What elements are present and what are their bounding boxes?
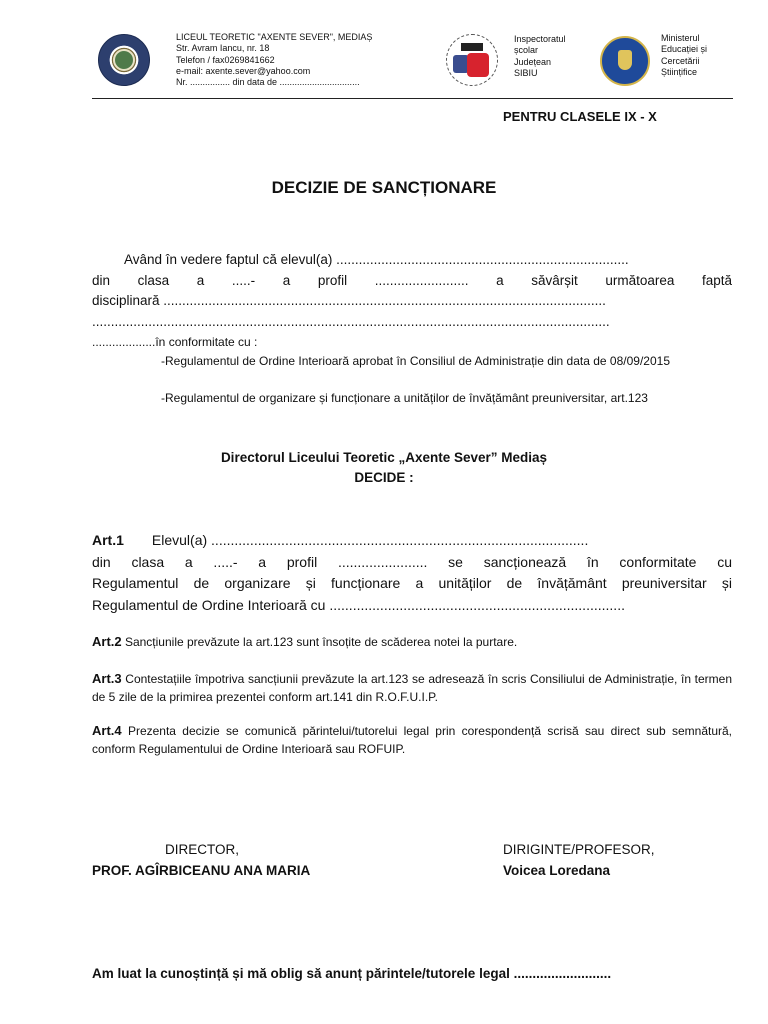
school-logo: [98, 34, 150, 86]
article-label: Art.4: [92, 723, 122, 738]
article-text: Sancțiunile prevăzute la art.123 sunt însoțite de scăderea notei la purtare.: [121, 635, 518, 649]
article-text: Elevul(a) .................................................................................................: [151, 532, 589, 548]
director-heading: Directorul Liceului Teoretic „Axente Sever” Mediaș DECIDE :: [0, 448, 768, 488]
article-text: Regulamentul de Ordine Interioară cu ............................................................................: [92, 596, 625, 613]
conformity-line: ...................în conformitate cu :: [92, 335, 258, 349]
inspectorate-logo: [446, 34, 498, 86]
article-2: [92, 633, 732, 652]
article-label: Art.2: [92, 634, 122, 649]
teacher-title: DIRIGINTE/PROFESOR,: [503, 842, 655, 857]
article-label: Art.3: [92, 671, 122, 686]
article-3: [92, 670, 732, 706]
decide-label: DECIDE :: [354, 470, 414, 485]
graduation-cap-icon: [461, 43, 483, 51]
acknowledgement-line: Am luat la cunoștință și mă oblig să anunț părintele/tutorele legal ..........................: [92, 966, 612, 981]
director-name: PROF. AGÎRBICEANU ANA MARIA: [92, 863, 311, 878]
isj-mark-red: [467, 53, 489, 77]
school-email: e-mail: axente.sever@yahoo.com: [176, 65, 311, 76]
intro-line: ..........................................................................................................................................: [92, 313, 610, 329]
article-4: [92, 722, 732, 758]
article-text: Prezenta decizie se comunică părintelui/tutorelui legal prin corespondență scrisă sau direct sub semnătură, conform Regulamentului de Ordine Interioară sau ROFUIP.: [92, 724, 732, 756]
school-phone: Telefon / fax0269841662: [176, 54, 275, 65]
article-label: Art.1: [92, 532, 124, 548]
school-info: [176, 32, 372, 88]
intro-line: Având în vedere faptul că elevul(a) ..............................................................................: [124, 252, 629, 267]
inspectorate-name: Inspectoratul școlar Județean SIBIU: [514, 34, 566, 78]
teacher-name: Voicea Loredana: [503, 863, 611, 878]
school-name: LICEUL TEORETIC "AXENTE SEVER", MEDIAȘ: [176, 32, 373, 42]
intro-line: din clasa a .....- a profil ......................... a săvârșit următoarea faptă: [92, 272, 732, 288]
registration-number-line: Nr. ................ din data de ................................: [176, 77, 360, 88]
article-text: Regulamentul de organizare și funcționare a unităților de învățământ preuniversitar și: [92, 575, 732, 591]
document-title: DECIZIE DE SANCȚIONARE: [271, 178, 497, 197]
header-divider: [92, 98, 733, 99]
article-1: [92, 530, 732, 616]
coat-of-arms-icon: [618, 50, 632, 70]
classes-label: PENTRU CLASELE IX - X: [503, 109, 657, 124]
regulation-item: -Regulamentul de Ordine Interioară aprobat în Consiliul de Administrație din data de 08/09/2015: [161, 354, 670, 368]
intro-line: disciplinară ......................................................................................................................: [92, 293, 606, 308]
regulation-item: -Regulamentul de organizare și funcționare a unităților de învățământ preuniversitar, art.123: [161, 391, 648, 405]
article-text: din clasa a .....- a profil ....................... se sancționează în conformitate cu: [92, 553, 732, 570]
intro-paragraph: [92, 250, 732, 332]
school-crest-icon: [113, 49, 135, 71]
school-address: Str. Avram Iancu, nr. 18: [176, 43, 270, 54]
ministry-name: Ministerul Educației și Cercetării Științifice: [661, 33, 708, 77]
government-logo: [600, 36, 650, 86]
director-title: DIRECTOR,: [165, 842, 240, 857]
article-text: Contestațiile împotriva sancțiunii prevăzute la art.123 se adresează în scris Consiliului de Administrație, în termen de 5 zile de la primirea prezentei conform art.141 din R.O.F.U.I.P.: [92, 672, 732, 704]
